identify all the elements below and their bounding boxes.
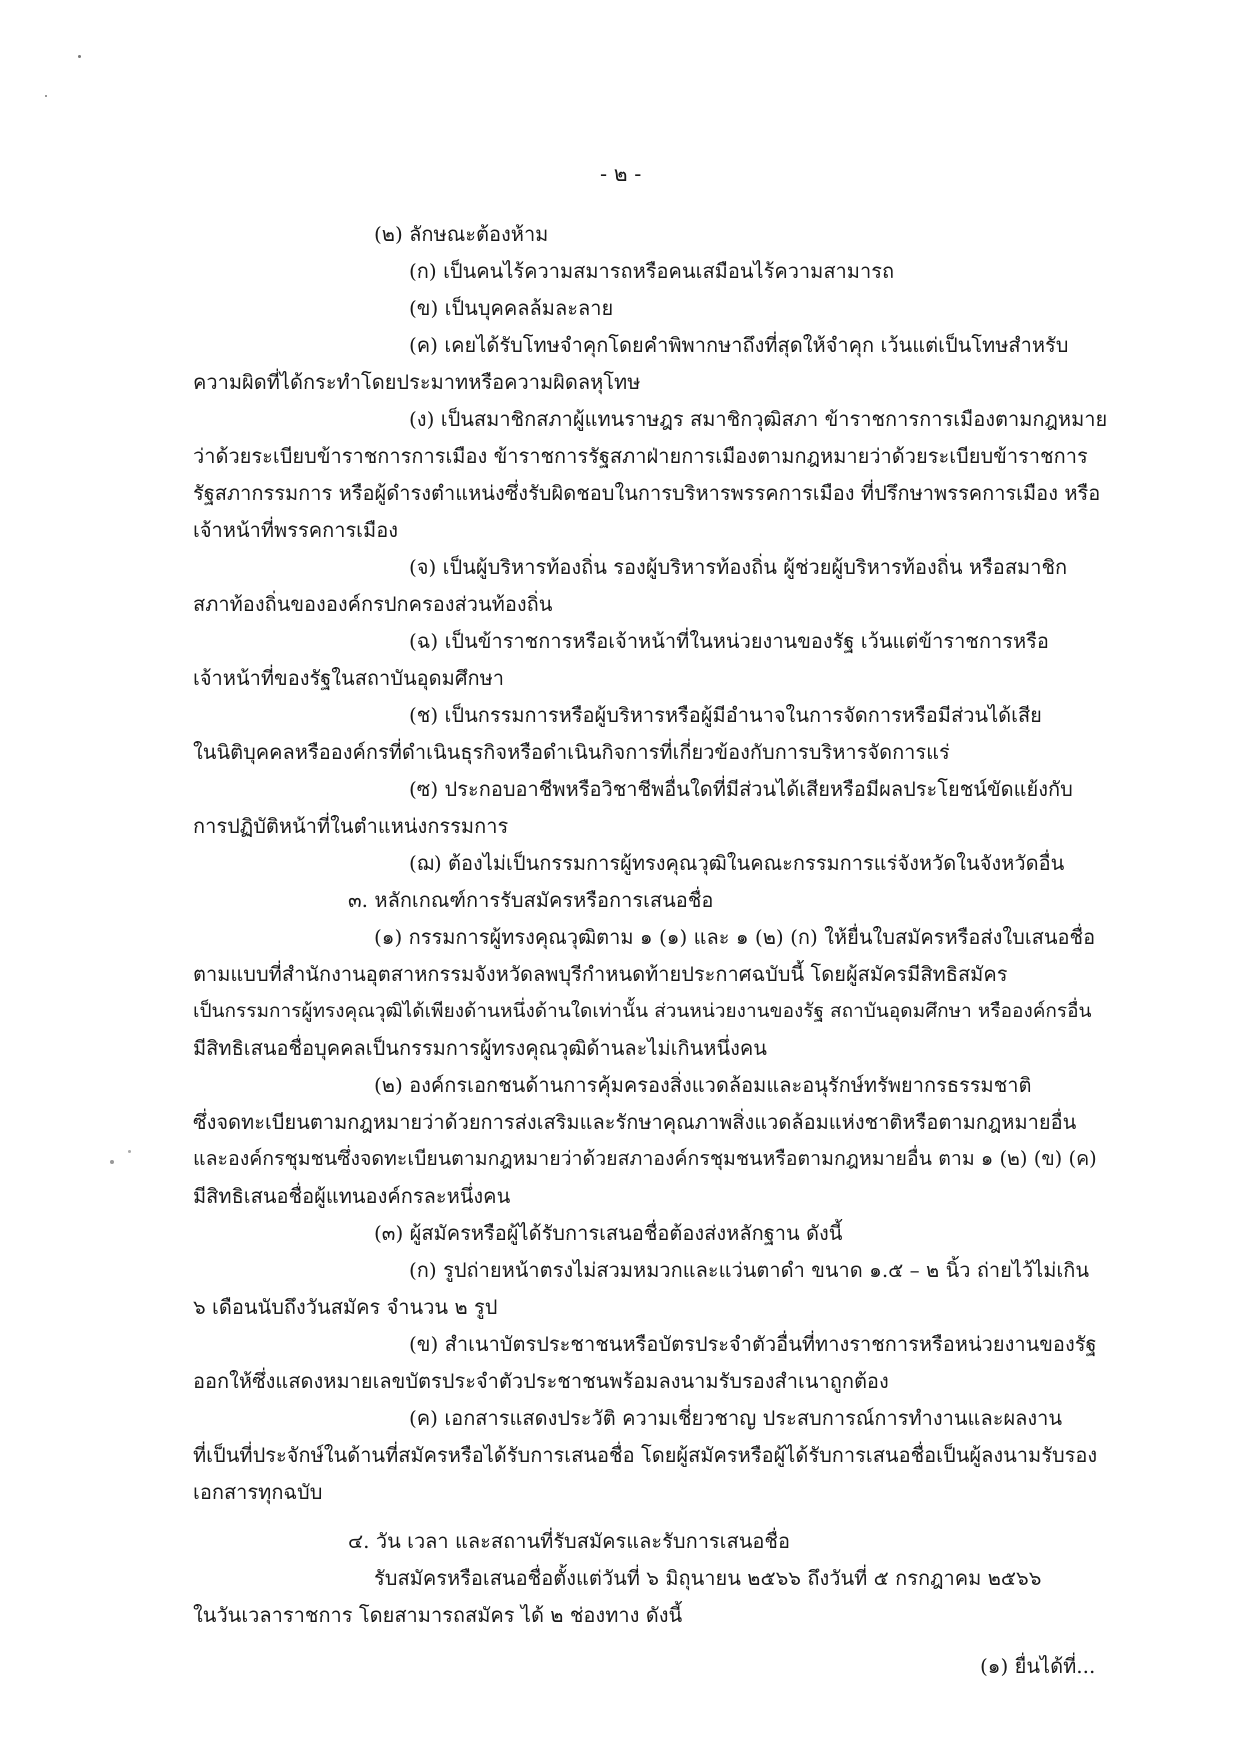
text-line: เจ้าหน้าที่ของรัฐในสถาบันอุดมศึกษา xyxy=(193,666,505,690)
text-line: และองค์กรชุมชนซึ่งจดทะเบียนตามกฎหมายว่าด้วยสภาองค์กรชุมชนหรือตามกฎหมายอื่น ตาม ๑ (๒) (ข) (ค) xyxy=(193,1147,1097,1170)
text-line: (๒) องค์กรเอกชนด้านการคุ้มครองสิ่งแวดล้อมและอนุรักษ์ทรัพยากรธรรมชาติ xyxy=(374,1073,1032,1097)
text-line: (๒) ลักษณะต้องห้าม xyxy=(374,222,549,246)
text-line: (ข) เป็นบุคคลล้มละลาย xyxy=(409,296,614,320)
text-line: (ช) เป็นกรรมการหรือผู้บริหารหรือผู้มีอำนาจในการจัดการหรือมีส่วนได้เสีย xyxy=(409,703,1042,727)
continuation-text: (๑) ยื่นได้ที่... xyxy=(980,1654,1096,1678)
text-line: (ซ) ประกอบอาชีพหรือวิชาชีพอื่นใดที่มีส่วนได้เสียหรือมีผลประโยชน์ขัดแย้งกับ xyxy=(409,777,1073,801)
scan-speck xyxy=(128,1150,131,1153)
page-number: - ๒ - xyxy=(600,162,642,186)
text-line: รัฐสภากรรมการ หรือผู้ดำรงตำแหน่งซึ่งรับผิดชอบในการบริหารพรรคการเมือง ที่ปรึกษาพรรคการเมือง หรือ xyxy=(193,481,1101,505)
text-line: เจ้าหน้าที่พรรคการเมือง xyxy=(193,518,398,542)
text-line: ในนิติบุคคลหรือองค์กรที่ดำเนินธุรกิจหรือดำเนินกิจการที่เกี่ยวข้องกับการบริหารจัดการแร่ xyxy=(193,740,950,764)
text-line: การปฏิบัติหน้าที่ในตำแหน่งกรรมการ xyxy=(193,814,509,838)
text-line: ตามแบบที่สำนักงานอุตสาหกรรมจังหวัดลพบุรีกำหนดท้ายประกาศฉบับนี้ โดยผู้สมัครมีสิทธิสมัคร xyxy=(193,962,1008,986)
text-line: เป็นกรรมการผู้ทรงคุณวุฒิได้เพียงด้านหนึ่งด้านใดเท่านั้น ส่วนหน่วยงานของรัฐ สถาบันอุดมศึกษา หรือองค์กรอื่น xyxy=(193,1000,1092,1022)
scan-speck xyxy=(110,1160,114,1164)
text-line: ออกให้ซึ่งแสดงหมายเลขบัตรประจำตัวประชาชนพร้อมลงนามรับรองสำเนาถูกต้อง xyxy=(193,1369,889,1393)
text-line: เอกสารทุกฉบับ xyxy=(193,1480,323,1504)
text-line: (ฉ) เป็นข้าราชการหรือเจ้าหน้าที่ในหน่วยงานของรัฐ เว้นแต่ข้าราชการหรือ xyxy=(409,629,1049,653)
text-line: (ก) เป็นคนไร้ความสมารถหรือคนเสมือนไร้ความสามารถ xyxy=(409,259,895,283)
text-line: (ข) สำเนาบัตรประชาชนหรือบัตรประจำตัวอื่นที่ทางราชการหรือหน่วยงานของรัฐ xyxy=(409,1332,1097,1356)
text-line: (ฌ) ต้องไม่เป็นกรรมการผู้ทรงคุณวุฒิในคณะกรรมการแร่จังหวัดในจังหวัดอื่น xyxy=(409,851,1065,875)
text-line: มีสิทธิเสนอชื่อผู้แทนองค์กรละหนึ่งคน xyxy=(193,1184,511,1208)
text-line: รับสมัครหรือเสนอชื่อตั้งแต่วันที่ ๖ มิถุนายน ๒๕๖๖ ถึงวันที่ ๕ กรกฎาคม ๒๕๖๖ xyxy=(374,1566,1042,1590)
text-line: ว่าด้วยระเบียบข้าราชการการเมือง ข้าราชการรัฐสภาฝ่ายการเมืองตามกฎหมายว่าด้วยระเบียบข้าราชการ xyxy=(193,444,1088,468)
text-line: ในวันเวลาราชการ โดยสามารถสมัคร ได้ ๒ ช่องทาง ดังนี้ xyxy=(193,1603,683,1627)
section-heading: ๔. วัน เวลา และสถานที่รับสมัครและรับการเสนอชื่อ xyxy=(348,1529,790,1553)
text-line: สภาท้องถิ่นขององค์กรปกครองส่วนท้องถิ่น xyxy=(193,592,553,616)
text-line: (ค) เอกสารแสดงประวัติ ความเชี่ยวชาญ ประสบการณ์การทำงานและผลงาน xyxy=(409,1406,1063,1430)
text-line: มีสิทธิเสนอชื่อบุคคลเป็นกรรมการผู้ทรงคุณวุฒิด้านละไม่เกินหนึ่งคน xyxy=(193,1036,767,1060)
section-heading: ๓. หลักเกณฑ์การรับสมัครหรือการเสนอชื่อ xyxy=(348,888,714,912)
scan-speck xyxy=(78,55,81,58)
text-line: ความผิดที่ได้กระทำโดยประมาทหรือความผิดลหุโทษ xyxy=(193,370,641,394)
text-line: ๖ เดือนนับถึงวันสมัคร จำนวน ๒ รูป xyxy=(193,1295,498,1319)
text-line: (ง) เป็นสมาชิกสภาผู้แทนราษฎร สมาชิกวุฒิสภา ข้าราชการการเมืองตามกฎหมาย xyxy=(409,407,1108,431)
scan-speck xyxy=(45,95,47,97)
text-line: (๓) ผู้สมัครหรือผู้ได้รับการเสนอชื่อต้องส่งหลักฐาน ดังนี้ xyxy=(374,1221,843,1245)
text-line: ซึ่งจดทะเบียนตามกฎหมายว่าด้วยการส่งเสริมและรักษาคุณภาพสิ่งแวดล้อมแห่งชาติหรือตามกฎหมายอื่น xyxy=(193,1110,1077,1134)
text-line: (๑) กรรมการผู้ทรงคุณวุฒิตาม ๑ (๑) และ ๑ (๒) (ก) ให้ยื่นใบสมัครหรือส่งใบเสนอชื่อ xyxy=(374,925,1096,949)
text-line: (ก) รูปถ่ายหน้าตรงไม่สวมหมวกและแว่นตาดำ ขนาด ๑.๕ – ๒ นิ้ว ถ่ายไว้ไม่เกิน xyxy=(409,1258,1090,1282)
text-line: (ค) เคยได้รับโทษจำคุกโดยคำพิพากษาถึงที่สุดให้จำคุก เว้นแต่เป็นโทษสำหรับ xyxy=(409,333,1069,357)
text-line: ที่เป็นที่ประจักษ์ในด้านที่สมัครหรือได้รับการเสนอชื่อ โดยผู้สมัครหรือผู้ได้รับการเสนอชื่อเป็นผู้ลงนามรับรอง xyxy=(193,1443,1098,1467)
text-line: (จ) เป็นผู้บริหารท้องถิ่น รองผู้บริหารท้องถิ่น ผู้ช่วยผู้บริหารท้องถิ่น หรือสมาชิก xyxy=(409,555,1068,579)
